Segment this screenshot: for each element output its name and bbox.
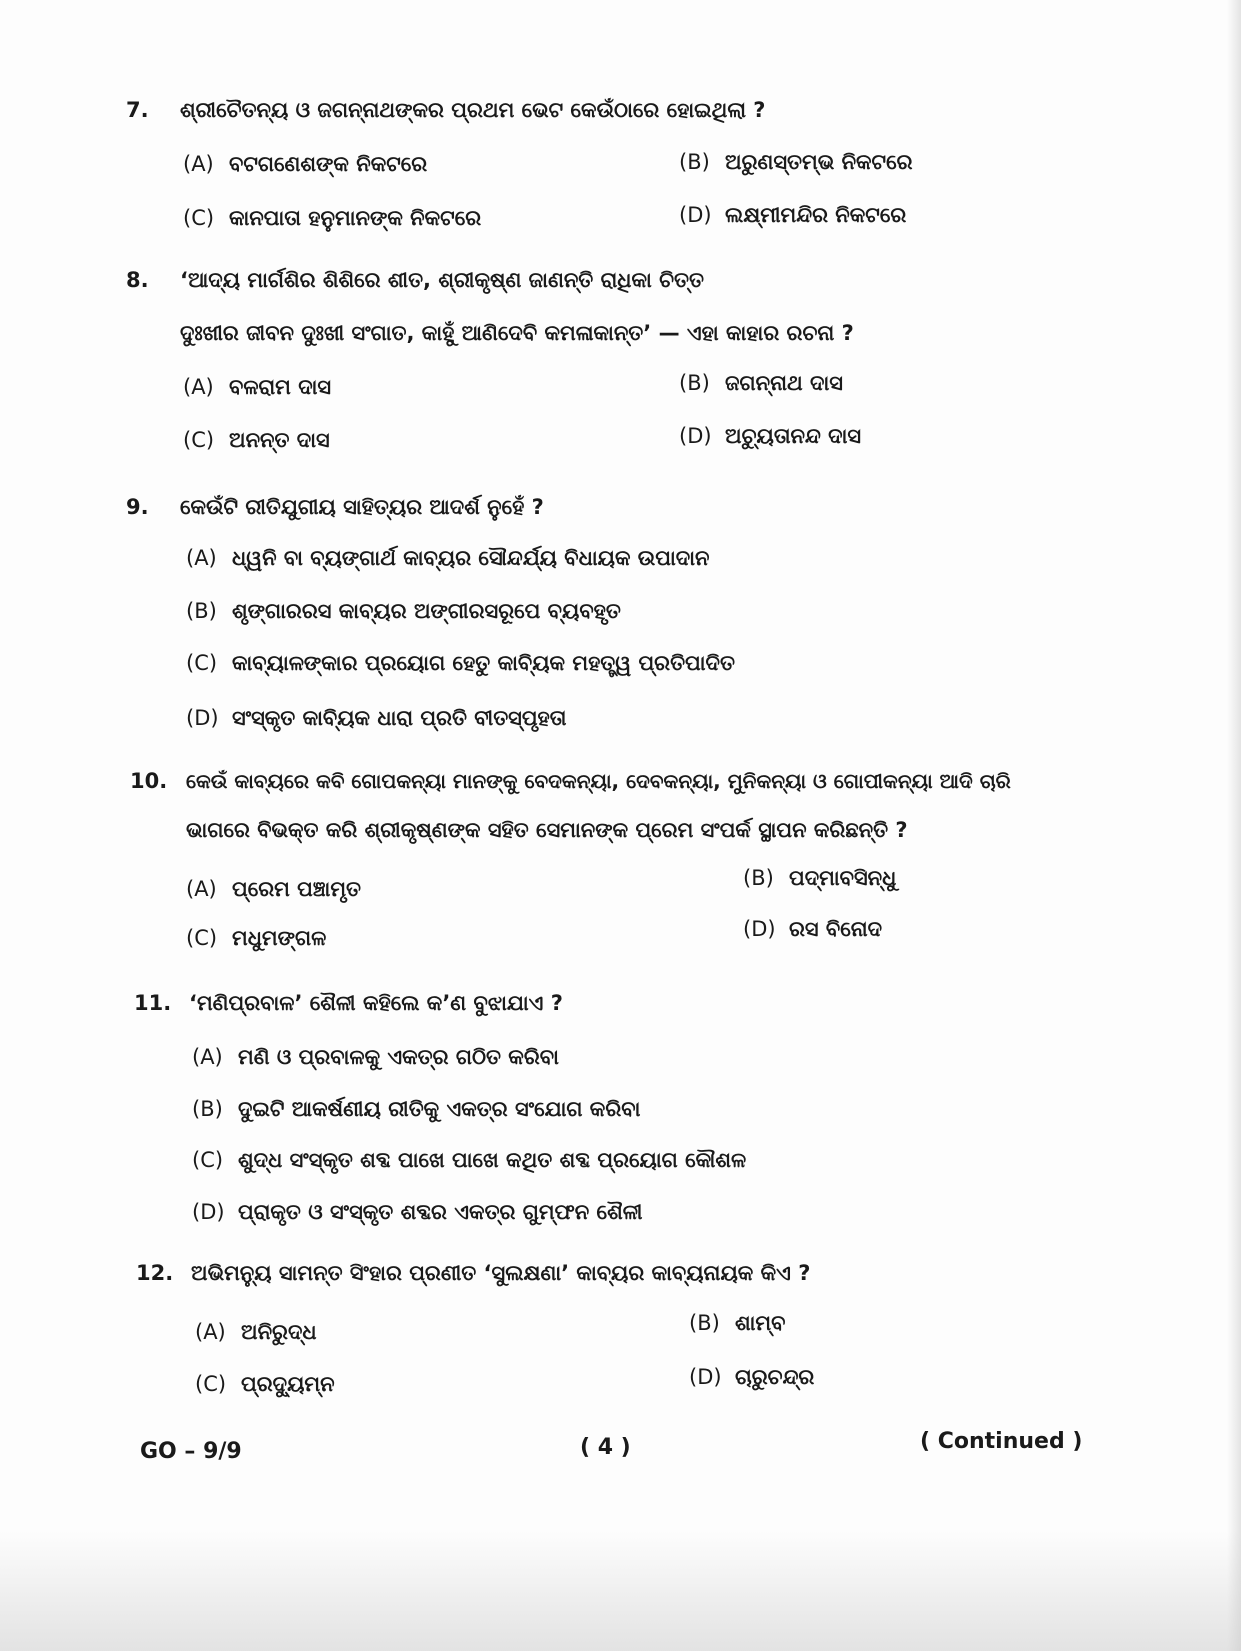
option-label: (D) <box>743 917 776 941</box>
option-label: (D) <box>186 706 219 730</box>
option-12b <box>689 1309 785 1337</box>
option-label: (A) <box>192 1045 223 1069</box>
option-label: (A) <box>186 877 217 901</box>
option-label: (B) <box>743 866 774 890</box>
option-label: (A) <box>183 152 214 176</box>
option-text: ଦୁଇଟି ଆକର୍ଷଣୀୟ ରୀତିକୁ ଏକତ୍ର ସଂଯୋଗ କରିବା <box>238 1097 641 1121</box>
option-11a <box>192 1043 559 1071</box>
option-label: (C) <box>186 926 218 950</box>
option-label: (C) <box>186 651 218 675</box>
option-label: (B) <box>192 1097 223 1121</box>
option-text: କାବ୍ୟାଳଙ୍କାର ପ୍ରୟୋଗ ହେତୁ କାବ୍ୟିକ ମହତ୍ତ୍ୱ ପ୍ରତିପାଦିତ <box>232 651 735 675</box>
option-text: ଶାମ୍ବ <box>735 1311 786 1335</box>
question-text: ଭାଗରେ ବିଭକ୍ତ କରି ଶ୍ରୀକୃଷ୍ଣଙ୍କ ସହିତ ସେମାନଙ୍କ ପ୍ରେମ ସଂପର୍କ ସ୍ଥାପନ କରିଛନ୍ତି ? <box>186 818 908 842</box>
option-label: (A) <box>195 1320 226 1344</box>
option-10b <box>743 864 896 892</box>
option-label: (D) <box>192 1200 225 1224</box>
option-text: ସଂସ୍କୃତ କାବ୍ୟିକ ଧାରା ପ୍ରତି ବୀତସ୍ପୃହତା <box>232 706 567 730</box>
option-text: ଲକ୍ଷ୍ମୀମନ୍ଦିର ନିକଟରେ <box>725 203 907 227</box>
question-text: କେଉଁ କାବ୍ୟରେ କବି ଗୋପକନ୍ୟା ମାନଙ୍କୁ ବେଦକନ୍ୟା, ଦେବକନ୍ୟା, ମୁନିକନ୍ୟା ଓ ଗୋପୀକନ୍ୟା ଆଦି ଚାରି <box>186 769 1011 793</box>
option-text: ମଧୁମଙ୍ଗଳ <box>232 926 327 950</box>
paper-code: GO – 9/9 <box>140 1439 242 1464</box>
option-label: (C) <box>195 1372 227 1396</box>
option-label: (C) <box>183 206 215 230</box>
option-label: (D) <box>679 424 712 448</box>
option-text: ଅରୁଣସ୍ତମ୍ଭ ନିକଟରେ <box>725 150 913 174</box>
option-8c <box>183 426 330 454</box>
option-label: (A) <box>186 546 217 570</box>
option-9d <box>186 704 567 732</box>
option-text: ପ୍ରେମ ପଞ୍ଚାମୃତ <box>232 877 362 901</box>
question-text: କେଉଁଟି ରୀତିଯୁଗୀୟ ସାହିତ୍ୟର ଆଦର୍ଶ ନୁହେଁ ? <box>180 495 544 519</box>
scan-edge-shadow <box>1227 0 1241 1651</box>
option-8d <box>679 422 861 450</box>
question-text: ଶ୍ରୀଚୈତନ୍ୟ ଓ ଜଗନ୍ନାଥଙ୍କର ପ୍ରଥମ ଭେଟ କେଉଁଠାରେ ହୋଇଥିଲା ? <box>180 98 766 122</box>
option-10d <box>743 915 882 943</box>
question-number: 10. <box>130 769 168 793</box>
option-11d <box>192 1198 642 1226</box>
option-8a <box>183 373 331 401</box>
option-label: (D) <box>689 1365 722 1389</box>
option-text: ଅନନ୍ତ ଦାସ <box>229 428 330 452</box>
option-label: (B) <box>186 599 217 623</box>
option-7a <box>183 150 427 178</box>
option-text: ପ୍ରଦ୍ୟୁମ୍ନ <box>241 1372 335 1396</box>
option-text: ଶୁଦ୍ଧ ସଂସ୍କୃତ ଶବ୍ଦ ପାଖେ ପାଖେ କଥିତ ଶବ୍ଦ ପ୍ରୟୋଗ କୌଶଳ <box>238 1148 747 1172</box>
option-12d <box>689 1363 814 1391</box>
option-11c <box>192 1146 746 1174</box>
option-10a <box>186 875 361 903</box>
option-9c <box>186 649 735 677</box>
option-text: ମଣି ଓ ପ୍ରବାଳକୁ ଏକତ୍ର ଗଠିତ କରିବା <box>238 1045 559 1069</box>
option-9b <box>186 597 621 625</box>
question-text: ‘ଆଦ୍ୟ ମାର୍ଗଶିର ଶିଶିରେ ଶୀତ, ଶ୍ରୀକୃଷ୍ଣ ଜାଣନ୍ତି ରାଧିକା ଚିତ୍ତ <box>180 268 704 292</box>
option-12a <box>195 1318 317 1346</box>
question-number: 12. <box>136 1261 174 1285</box>
option-label: (C) <box>183 428 215 452</box>
option-7c <box>183 204 481 232</box>
page-number: ( 4 ) <box>580 1435 631 1460</box>
question-number: 7. <box>126 98 149 122</box>
option-7b <box>679 148 913 176</box>
option-text: ଚାରୁଚନ୍ଦ୍ର <box>735 1365 815 1389</box>
option-12c <box>195 1370 335 1398</box>
option-text: ଧ୍ୱନି ବା ବ୍ୟଙ୍ଗାର୍ଥ କାବ୍ୟର ସୌନ୍ଦର୍ଯ୍ୟ ବିଧାୟକ ଉପାଦାନ <box>232 546 710 570</box>
option-11b <box>192 1095 640 1123</box>
option-text: ଜଗନ୍ନାଥ ଦାସ <box>725 371 843 395</box>
option-label: (D) <box>679 203 712 227</box>
question-text: ଦୁଃଖୀର ଜୀବନ ଦୁଃଖୀ ସଂଗାତ, କାହୁଁ ଆଣିଦେବି କମଳାକାନ୍ତ’ — ଏହା କାହାର ରଚନା ? <box>180 321 854 345</box>
option-label: (B) <box>679 150 710 174</box>
option-text: ଶୃଙ୍ଗାରରସ କାବ୍ୟର ଅଙ୍ଗୀରସରୂପେ ବ୍ୟବହୃତ <box>232 599 621 623</box>
option-label: (A) <box>183 375 214 399</box>
option-8b <box>679 369 843 397</box>
option-text: ଅନିରୁଦ୍ଧ <box>241 1320 317 1344</box>
option-text: ଅଚ୍ୟୁତାନନ୍ଦ ଦାସ <box>725 424 862 448</box>
option-10c <box>186 924 326 952</box>
question-text: ଅଭିମନ୍ୟୁ ସାମନ୍ତ ସିଂହାର ପ୍ରଣୀତ ‘ସୁଲକ୍ଷଣା’ କାବ୍ୟର କାବ୍ୟନାୟକ କିଏ ? <box>191 1261 811 1285</box>
option-9a <box>186 544 709 572</box>
question-number: 8. <box>126 268 149 292</box>
scan-bottom-shadow <box>0 1531 1241 1651</box>
option-7d <box>679 201 906 229</box>
option-text: ରସ ବିନୋଦ <box>789 917 883 941</box>
option-label: (B) <box>679 371 710 395</box>
option-text: ବଟଗଣେଶଙ୍କ ନିକଟରେ <box>229 152 428 176</box>
option-text: ପ୍ରାକୃତ ଓ ସଂସ୍କୃତ ଶବ୍ଦର ଏକତ୍ର ଗୁମ୍ଫନ ଶୈଳୀ <box>238 1200 643 1224</box>
question-number: 11. <box>134 991 172 1015</box>
option-label: (C) <box>192 1148 224 1172</box>
question-text: ‘ମଣିପ୍ରବାଳ’ ଶୈଳୀ କହିଲେ କ’ଣ ବୁଝାଯାଏ ? <box>189 991 563 1015</box>
option-text: ପଦ୍ମାବସିନ୍ଧୁ <box>789 866 897 890</box>
continued-label: ( Continued ) <box>920 1429 1083 1454</box>
option-text: ବଳରାମ ଦାସ <box>229 375 332 399</box>
question-number: 9. <box>126 495 149 519</box>
option-text: କାନପାତା ହନୁମାନଙ୍କ ନିକଟରେ <box>229 206 482 230</box>
option-label: (B) <box>689 1311 720 1335</box>
